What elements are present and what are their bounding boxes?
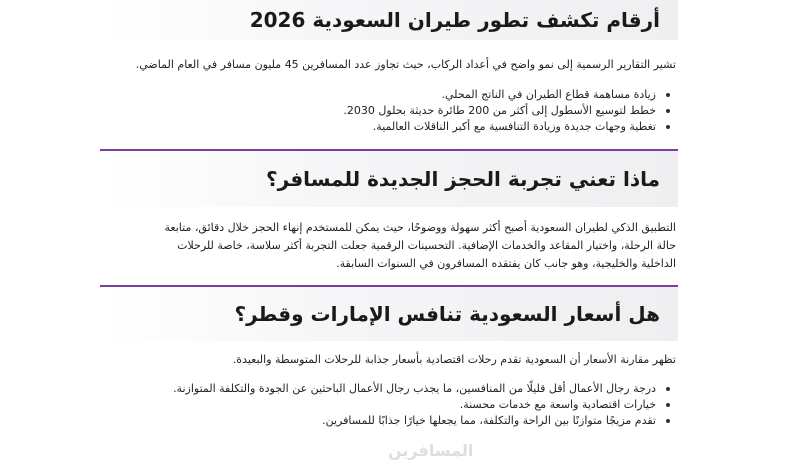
paragraph-line: حالة الرحلة، واختيار المقاعد والخدمات الإضافية. التحسينات الرقمية جعلت التجربة أكثر سلاسة، خاصة للرحلات [177,239,676,252]
watermark-text: المسافرين [388,441,474,460]
list-item: درجة رجال الأعمال أقل قليلًا من المنافسين، ما يجذب رجال الأعمال الباحثين عن الجودة والتكلفة المتوازنة. [100,381,656,397]
section-paragraph: تشير التقارير الرسمية إلى نمو واضح في أعداد الركاب، حيث تجاوز عدد المسافرين 45 مليون مسافر في العام الماضي. [135,58,676,71]
list-item: زيادة مساهمة قطاع الطيران في الناتج المحلي. [100,87,656,103]
section-paragraph [100,219,678,273]
article-column [100,0,678,429]
paragraph-line: الداخلية والخليجية، وهو جانب كان يفتقده المسافرون في السنوات السابقة. [336,257,676,270]
section-heading-block-3 [100,285,678,341]
bullet-list [100,87,678,135]
list-item: خطط لتوسيع الأسطول إلى أكثر من 200 طائرة حديثة بحلول 2030. [100,103,656,119]
list-item: خيارات اقتصادية واسعة مع خدمات محسنة. [100,397,656,413]
bullet-list [100,381,678,429]
paragraph-line: التطبيق الذكي لطيران السعودية أصبح أكثر سهولة ووضوحًا، حيث يمكن للمستخدم إنهاء الحجز خلال دقائق، متابعة [164,221,676,234]
list-item: تقدم مزيجًا متوازنًا بين الراحة والتكلفة، مما يجعلها خيارًا جذابًا للمسافرين. [100,413,656,429]
section-heading: أرقام تكشف تطور طيران السعودية 2026 [249,8,660,32]
section-heading: ماذا تعني تجربة الحجز الجديدة للمسافر؟ [266,167,660,191]
section-heading-block-2 [100,149,678,207]
section-heading-block-1 [100,0,678,40]
list-item: تغطية وجهات جديدة وزيادة التنافسية مع أكبر الناقلات العالمية. [100,119,656,135]
section-paragraph: تظهر مقارنة الأسعار أن السعودية تقدم رحلات اقتصادية بأسعار جذابة للرحلات المتوسطة والبعيدة. [232,353,676,366]
section-heading: هل أسعار السعودية تنافس الإمارات وقطر؟ [234,302,660,326]
